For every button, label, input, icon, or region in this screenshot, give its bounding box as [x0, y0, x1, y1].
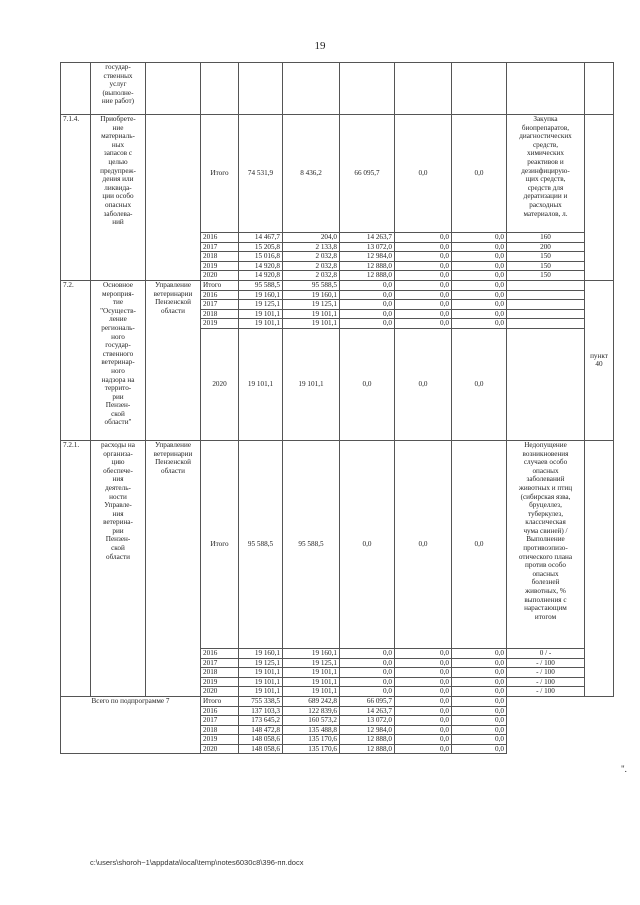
value-cell: 0,0 — [340, 648, 395, 658]
value-cell: 0,0 — [395, 716, 452, 726]
value-cell: 95 588,5 — [283, 280, 340, 290]
executor: Управление ветеринарии Пензенской области — [146, 440, 201, 696]
year-cell: Итого — [201, 696, 239, 706]
value-cell: 13 072,0 — [340, 242, 395, 252]
value-cell: 13 072,0 — [340, 716, 395, 726]
value-cell: 0,0 — [452, 242, 507, 252]
value-cell: 19 101,1 — [283, 309, 340, 319]
value-cell: 148 058,6 — [239, 744, 283, 754]
indicator-value: - / 100 — [507, 668, 585, 678]
indicator-value: 200 — [507, 242, 585, 252]
value-cell: 0,0 — [452, 271, 507, 281]
value-cell: 19 125,1 — [239, 300, 283, 310]
file-path-footer: c:\users\shoroh~1\appdata\local\temp\notes6030c8\396-пп.docx — [90, 858, 304, 867]
value-cell: 0,0 — [452, 735, 507, 745]
value-cell: 755 338,5 — [239, 696, 283, 706]
value-cell: 0,0 — [395, 328, 452, 440]
value-cell: 0,0 — [395, 261, 452, 271]
value-cell: 19 160,1 — [239, 290, 283, 300]
year-cell: 2019 — [201, 735, 239, 745]
year-cell: Итого — [201, 440, 239, 648]
value-cell: 19 125,1 — [239, 658, 283, 668]
value-cell: 12 888,0 — [340, 744, 395, 754]
item-name: Приобрете- ние материаль- ных запасов с целью предупреж- дения или ликвида- ции особо опасных заболева- ний — [91, 115, 146, 281]
table-row — [61, 280, 614, 290]
value-cell: 0,0 — [452, 280, 507, 290]
value-cell: 0,0 — [395, 648, 452, 658]
value-cell: 12 888,0 — [340, 735, 395, 745]
value-cell: 0,0 — [452, 261, 507, 271]
year-cell: 2019 — [201, 677, 239, 687]
item-name: расходы на организа- цию обеспече- ния деятель- ности Управле- ния ветерина- рии Пензен- ской области — [91, 440, 146, 696]
value-cell: 14 920,8 — [239, 271, 283, 281]
value-cell: 14 920,8 — [239, 261, 283, 271]
value-cell: 19 101,1 — [283, 677, 340, 687]
value-cell: 0,0 — [340, 309, 395, 319]
value-cell: 689 242,8 — [283, 696, 340, 706]
value-cell: 12 888,0 — [340, 261, 395, 271]
value-cell: 148 058,6 — [239, 735, 283, 745]
value-cell: 0,0 — [452, 319, 507, 329]
value-cell: 0,0 — [395, 290, 452, 300]
value-cell: 12 888,0 — [340, 271, 395, 281]
value-cell: 0,0 — [452, 233, 507, 243]
value-cell: 0,0 — [452, 668, 507, 678]
value-cell: 0,0 — [340, 677, 395, 687]
value-cell: 0,0 — [340, 328, 395, 440]
value-cell: 19 101,1 — [283, 668, 340, 678]
year-cell: 2020 — [201, 744, 239, 754]
year-cell: 2016 — [201, 706, 239, 716]
value-cell: 0,0 — [452, 309, 507, 319]
value-cell: 0,0 — [395, 242, 452, 252]
item-number: 7.1.4. — [61, 115, 91, 281]
value-cell: 19 101,1 — [239, 309, 283, 319]
value-cell: 135 170,6 — [283, 744, 340, 754]
value-cell: 0,0 — [395, 677, 452, 687]
closing-quote: ". — [621, 764, 627, 774]
value-cell: 0,0 — [340, 319, 395, 329]
year-cell: 2018 — [201, 725, 239, 735]
value-cell: 0,0 — [452, 658, 507, 668]
value-cell: 0,0 — [452, 696, 507, 706]
value-cell: 19 160,1 — [283, 290, 340, 300]
value-cell: 0,0 — [452, 115, 507, 233]
budget-table — [60, 62, 614, 754]
value-cell: 15 205,8 — [239, 242, 283, 252]
subprogram-total-label: Всего по подпрограмме 7 — [61, 696, 201, 754]
item-number: 7.2. — [61, 280, 91, 440]
value-cell: 19 101,1 — [239, 319, 283, 329]
year-cell: 2020 — [201, 328, 239, 440]
value-cell: 19 101,1 — [239, 328, 283, 440]
year-cell: 2018 — [201, 309, 239, 319]
note-cell: пункт 40 — [585, 280, 614, 440]
value-cell: 135 488,8 — [283, 725, 340, 735]
value-cell: 0,0 — [340, 300, 395, 310]
value-cell: 19 125,1 — [283, 300, 340, 310]
year-cell: 2017 — [201, 242, 239, 252]
value-cell: 0,0 — [395, 280, 452, 290]
value-cell: 2 133,8 — [283, 242, 340, 252]
value-cell: 8 436,2 — [283, 115, 340, 233]
value-cell: 0,0 — [395, 233, 452, 243]
value-cell: 0,0 — [395, 319, 452, 329]
value-cell: 204,0 — [283, 233, 340, 243]
value-cell: 2 032,8 — [283, 271, 340, 281]
value-cell: 95 588,5 — [239, 280, 283, 290]
value-cell: 135 170,6 — [283, 735, 340, 745]
indicator-value: 0 / - — [507, 648, 585, 658]
value-cell: 0,0 — [452, 328, 507, 440]
value-cell: 0,0 — [395, 696, 452, 706]
value-cell: 0,0 — [395, 658, 452, 668]
value-cell: 0,0 — [452, 440, 507, 648]
value-cell: 0,0 — [395, 735, 452, 745]
table-row — [61, 115, 614, 233]
value-cell: 0,0 — [452, 687, 507, 697]
value-cell: 0,0 — [395, 744, 452, 754]
indicator-cell: Недопущение возникновения случаев особо опасных заболеваний животных и птиц (сибирская язва, бруцеллез, туберкулез, классическая чума свиней) / Выполнение противоэпизо- отического плана против особо опасных болезней животных, % выполнения с нарастающим итогом — [507, 440, 585, 648]
value-cell: 95 588,5 — [283, 440, 340, 648]
value-cell: 19 101,1 — [283, 687, 340, 697]
value-cell: 0,0 — [452, 290, 507, 300]
value-cell: 66 095,7 — [340, 115, 395, 233]
indicator-value: 150 — [507, 271, 585, 281]
value-cell: 19 101,1 — [283, 328, 340, 440]
year-cell: 2016 — [201, 233, 239, 243]
value-cell: 0,0 — [340, 658, 395, 668]
value-cell: 0,0 — [395, 725, 452, 735]
year-cell: 2018 — [201, 252, 239, 262]
year-cell: 2019 — [201, 319, 239, 329]
page-number: 19 — [314, 40, 326, 52]
value-cell: 0,0 — [452, 716, 507, 726]
value-cell: 0,0 — [340, 290, 395, 300]
value-cell: 19 125,1 — [283, 658, 340, 668]
year-cell: 2016 — [201, 648, 239, 658]
year-cell: Итого — [201, 115, 239, 233]
value-cell: 0,0 — [395, 309, 452, 319]
value-cell: 2 032,8 — [283, 252, 340, 262]
value-cell: 0,0 — [452, 706, 507, 716]
value-cell: 19 101,1 — [239, 677, 283, 687]
value-cell: 160 573,2 — [283, 716, 340, 726]
indicator-value: 160 — [507, 233, 585, 243]
value-cell: 0,0 — [395, 271, 452, 281]
table-row — [61, 440, 614, 648]
value-cell: 0,0 — [452, 744, 507, 754]
value-cell: 0,0 — [340, 668, 395, 678]
value-cell: 19 101,1 — [239, 668, 283, 678]
item-name: Основное мероприя- тие "Осуществ- ление региональ- ного государ- ственного ветеринар- ного надзора на террито- рии Пензен- ской области" — [91, 280, 146, 440]
indicator-value: - / 100 — [507, 687, 585, 697]
value-cell: 0,0 — [452, 725, 507, 735]
year-cell: 2017 — [201, 716, 239, 726]
value-cell: 0,0 — [395, 252, 452, 262]
year-cell: 2016 — [201, 290, 239, 300]
value-cell: 173 645,2 — [239, 716, 283, 726]
value-cell: 148 472,8 — [239, 725, 283, 735]
value-cell: 0,0 — [452, 677, 507, 687]
value-cell: 0,0 — [395, 440, 452, 648]
table-row — [61, 696, 614, 706]
value-cell: 2 032,8 — [283, 261, 340, 271]
indicator-value: - / 100 — [507, 658, 585, 668]
continuation-row — [61, 63, 614, 115]
value-cell: 0,0 — [452, 252, 507, 262]
value-cell: 137 103,3 — [239, 706, 283, 716]
value-cell: 19 160,1 — [283, 648, 340, 658]
value-cell: 0,0 — [340, 280, 395, 290]
value-cell: 122 839,6 — [283, 706, 340, 716]
value-cell: 15 016,8 — [239, 252, 283, 262]
value-cell: 74 531,9 — [239, 115, 283, 233]
item-number: 7.2.1. — [61, 440, 91, 696]
value-cell: 19 160,1 — [239, 648, 283, 658]
year-cell: 2020 — [201, 687, 239, 697]
executor: Управление ветеринарии Пензенской области — [146, 280, 201, 440]
indicator-value: 150 — [507, 261, 585, 271]
indicator-value: - / 100 — [507, 677, 585, 687]
value-cell: 0,0 — [395, 300, 452, 310]
value-cell: 66 095,7 — [340, 696, 395, 706]
value-cell: 0,0 — [395, 668, 452, 678]
indicator-value: 150 — [507, 252, 585, 262]
year-cell: 2017 — [201, 658, 239, 668]
value-cell: 0,0 — [340, 687, 395, 697]
year-cell: Итого — [201, 280, 239, 290]
value-cell: 0,0 — [452, 300, 507, 310]
value-cell: 0,0 — [395, 687, 452, 697]
value-cell: 0,0 — [452, 648, 507, 658]
value-cell: 12 984,0 — [340, 725, 395, 735]
value-cell: 95 588,5 — [239, 440, 283, 648]
value-cell: 14 467,7 — [239, 233, 283, 243]
value-cell: 19 101,1 — [283, 319, 340, 329]
value-cell: 0,0 — [395, 706, 452, 716]
value-cell: 14 263,7 — [340, 233, 395, 243]
value-cell: 0,0 — [395, 115, 452, 233]
year-cell: 2018 — [201, 668, 239, 678]
value-cell: 19 101,1 — [239, 687, 283, 697]
year-cell: 2020 — [201, 271, 239, 281]
continuation-text: государ- ственных услуг (выполне- ние работ) — [91, 63, 146, 115]
value-cell: 14 263,7 — [340, 706, 395, 716]
value-cell: 0,0 — [340, 440, 395, 648]
year-cell: 2019 — [201, 261, 239, 271]
year-cell: 2017 — [201, 300, 239, 310]
value-cell: 12 984,0 — [340, 252, 395, 262]
indicator-cell: Закупка биопрепаратов, диагностических средств, химических реактивов и дезинфицирую- щих средств, средств для дератизации и расходных материалов, л. — [507, 115, 585, 233]
